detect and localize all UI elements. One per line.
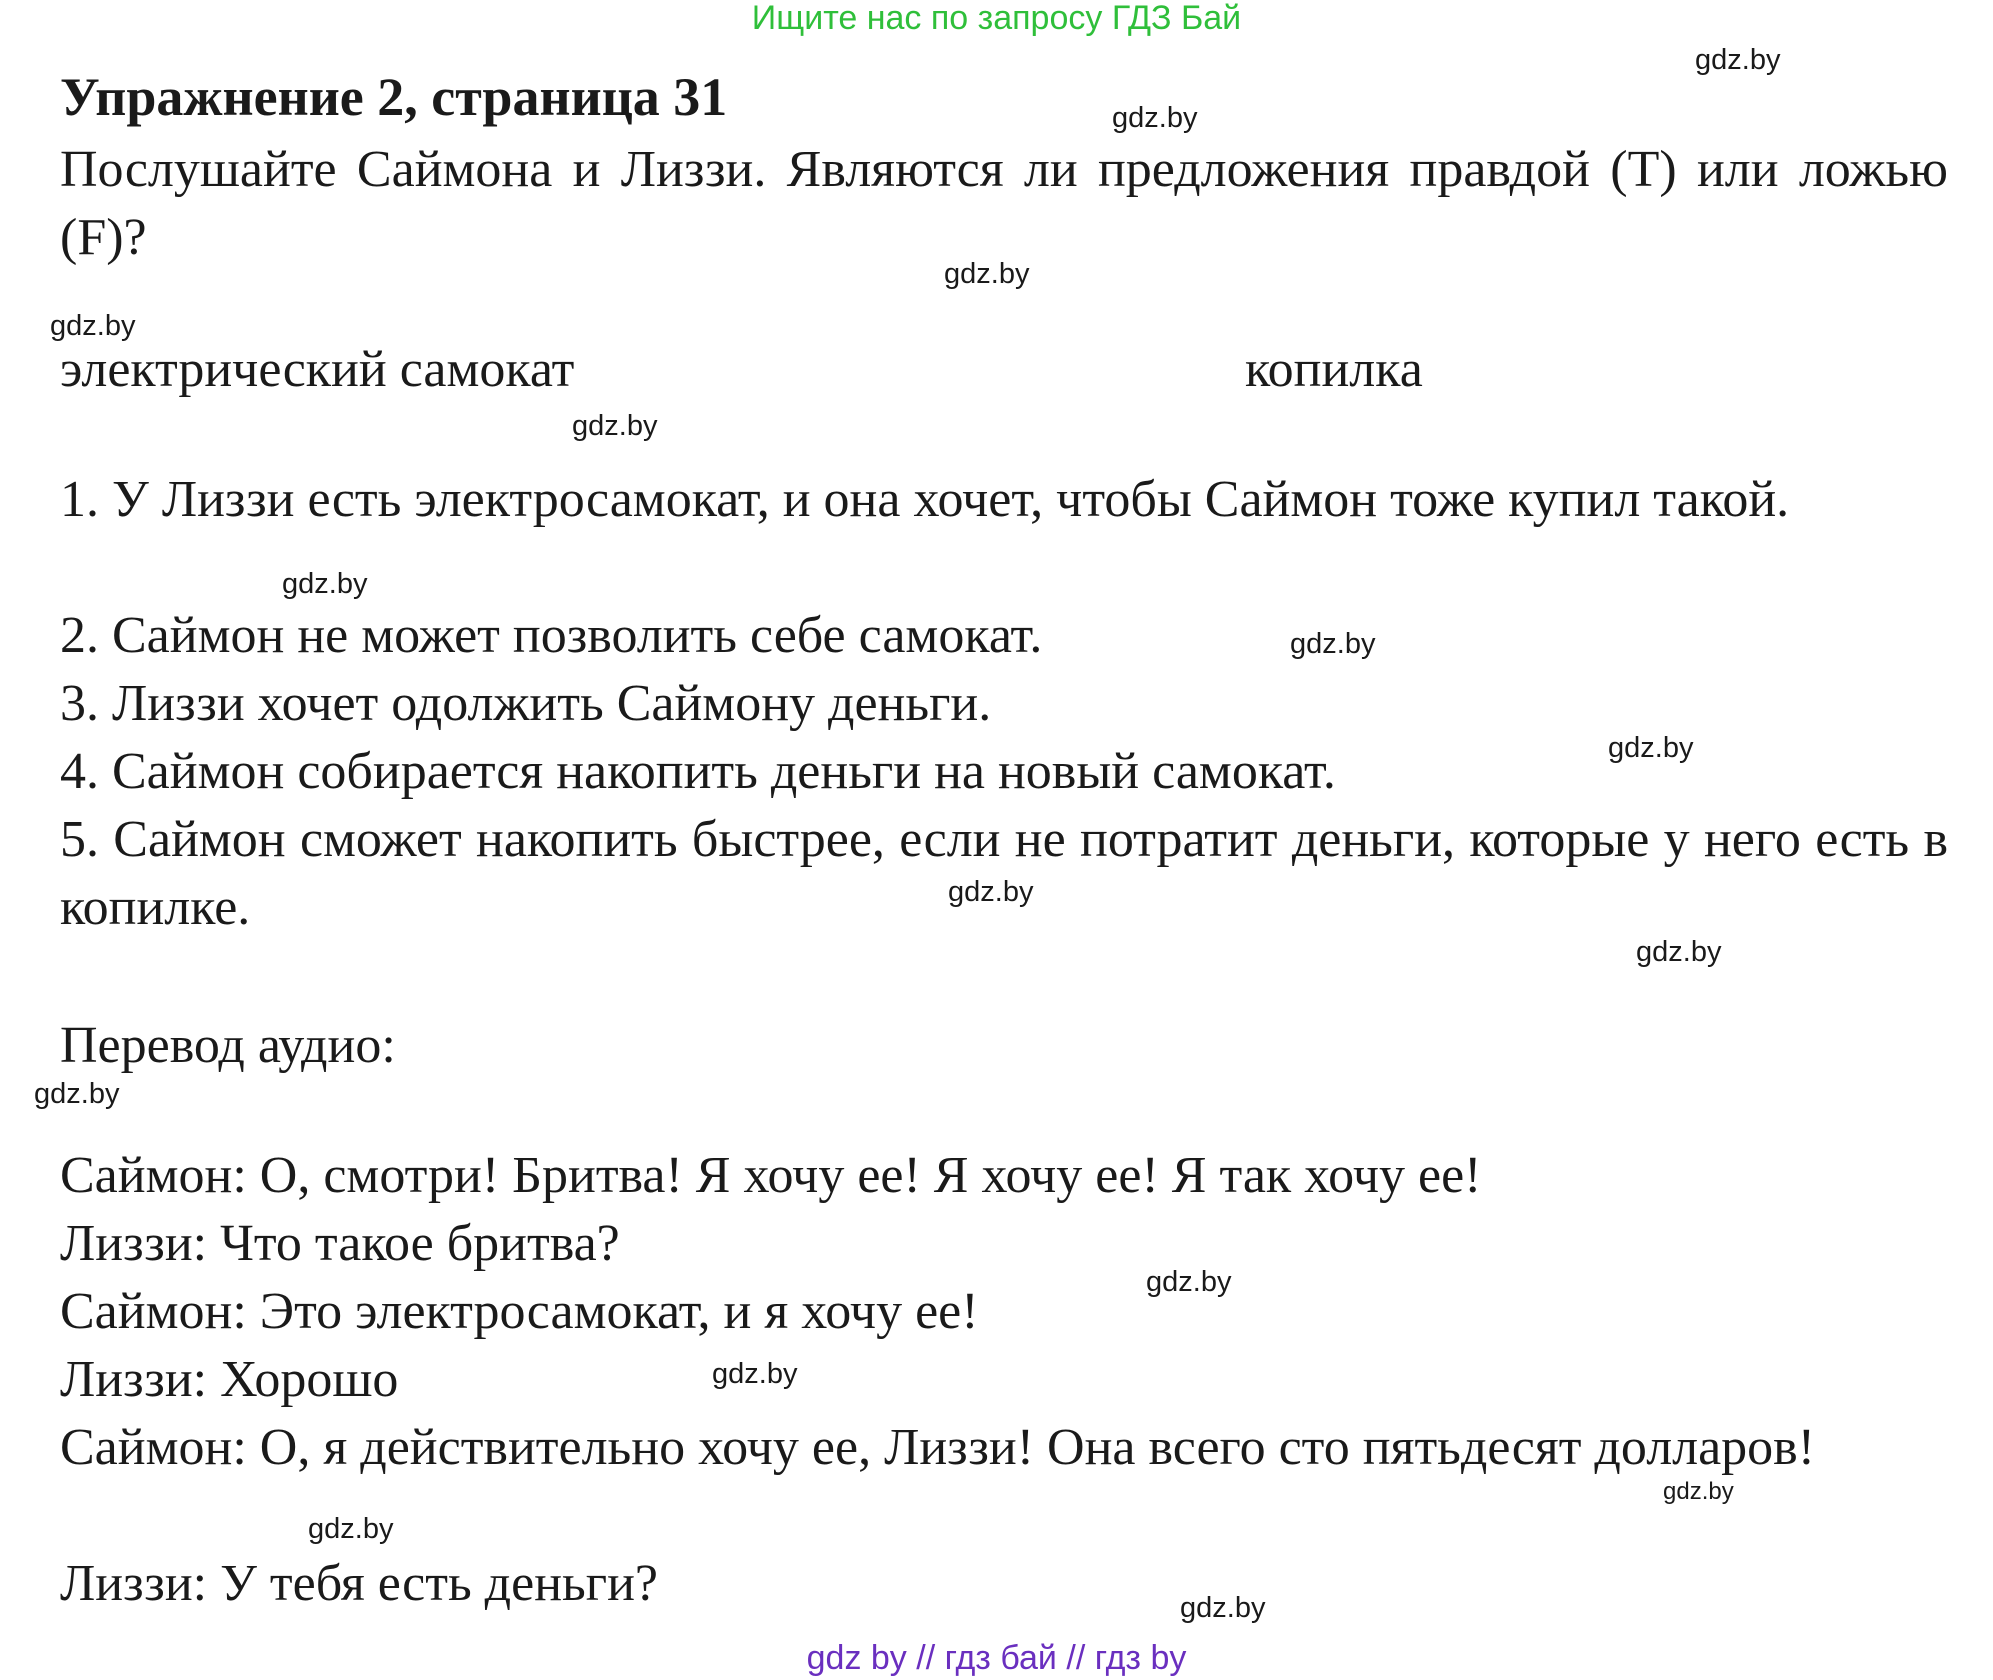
audio-heading: Перевод аудио: xyxy=(60,1017,396,1074)
bottom-banner: gdz by // гдз бай // гдз by xyxy=(806,1639,1187,1677)
watermark: gdz.by xyxy=(1290,628,1376,660)
statement-3: 3. Лиззи хочет одолжить Саймону деньги. xyxy=(60,675,992,732)
watermark: gdz.by xyxy=(1608,732,1694,764)
vocab-piggy-bank: копилка xyxy=(1245,341,1423,398)
watermark: gdz.by xyxy=(308,1513,394,1545)
top-banner: Ищите нас по запросу ГДЗ Бай xyxy=(751,0,1242,37)
watermark: gdz.by xyxy=(50,310,136,342)
statement-2: 2. Саймон не может позволить себе самокат. xyxy=(60,607,1043,664)
dialogue-line-5: Саймон: О, я действительно хочу ее, Лиззи! Она всего сто пятьдесят долларов! xyxy=(60,1419,1816,1476)
watermark: gdz.by xyxy=(282,568,368,600)
watermark: gdz.by xyxy=(1180,1592,1266,1624)
statement-5: 5. Саймон сможет накопить быстрее, если не потратит деньги, которые у него есть в копилке. xyxy=(60,811,1948,936)
watermark: gdz.by xyxy=(34,1078,120,1110)
instruction-text: Послушайте Саймона и Лиззи. Являются ли предложения правдой (T) или ложью (F)? xyxy=(60,141,1948,266)
watermark: gdz.by xyxy=(948,876,1034,908)
statement-1: 1. У Лиззи есть электросамокат, и она хочет, чтобы Саймон тоже купил такой. xyxy=(60,471,1790,528)
watermark: gdz.by xyxy=(1695,44,1781,76)
dialogue-line-4: Лиззи: Хорошо xyxy=(60,1351,399,1408)
vocab-electric-scooter: электрический самокат xyxy=(60,341,575,398)
watermark: gdz.by xyxy=(1146,1266,1232,1298)
exercise-title: Упражнение 2, страница 31 xyxy=(60,67,728,127)
dialogue-line-6: Лиззи: У тебя есть деньги? xyxy=(60,1555,658,1612)
watermark: gdz.by xyxy=(1636,936,1722,968)
dialogue-line-3: Саймон: Это электросамокат, и я хочу ее! xyxy=(60,1283,979,1340)
watermark: gdz.by xyxy=(1112,102,1198,134)
statement-4: 4. Саймон собирается накопить деньги на новый самокат. xyxy=(60,743,1336,800)
watermark: gdz.by xyxy=(944,258,1030,290)
watermark: gdz.by xyxy=(712,1358,798,1390)
dialogue-line-1: Саймон: О, смотри! Бритва! Я хочу ее! Я хочу ее! Я так хочу ее! xyxy=(60,1147,1482,1204)
watermark: gdz.by xyxy=(572,410,658,442)
dialogue-line-2: Лиззи: Что такое бритва? xyxy=(60,1215,620,1272)
watermark: gdz.by xyxy=(1663,1478,1734,1505)
